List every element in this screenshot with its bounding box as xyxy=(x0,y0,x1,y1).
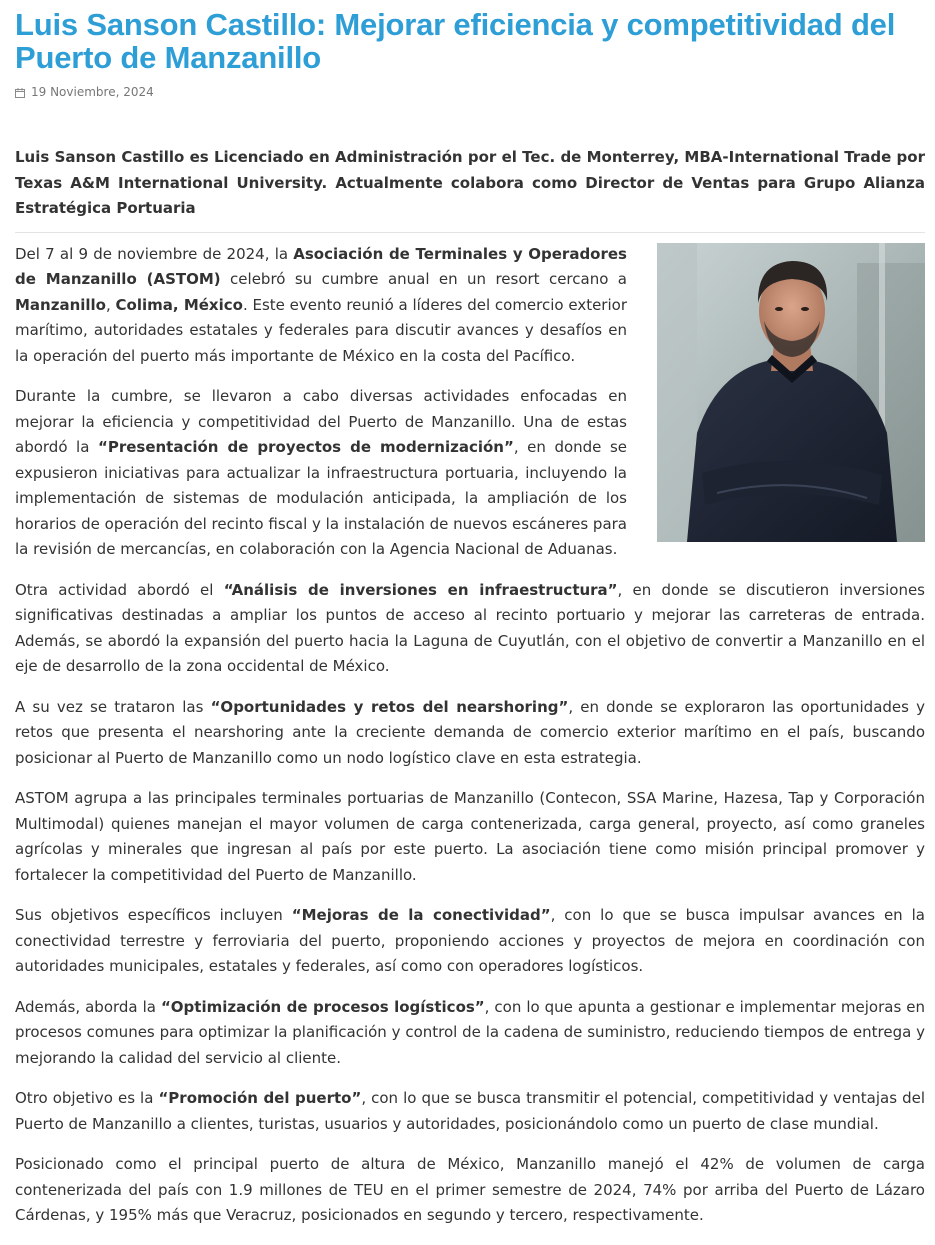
paragraph-4: A su vez se trataron las “Oportunidades y retos del nearshoring”, en donde se exploraron las oportunidades y retos que presenta el nearshoring ante la creciente demanda de comercio exterior marítimo en el país, buscando posicionar al Puerto de Manzanillo como un nodo logístico clave en esta estrategia. xyxy=(15,697,925,767)
paragraph-9: Posicionado como el principal puerto de altura de México, Manzanillo manejó el 42% de volumen de carga contenerizada del país con 1.9 millones de TEU en el primer semestre de 2024, 74% por arriba del Puerto de Lázaro Cárdenas, y 195% más que Veracruz, posicionados en segundo y tercero, respectivamente. xyxy=(15,1155,925,1224)
paragraph-3: Otra actividad abordó el “Análisis de inversiones en infraestructura”, en donde se discutieron inversiones significativas destinadas a ampliar los puntos de acceso al recinto portuario y mejorar las carreteras de entrada. Además, se abordó la expansión del puerto hacia la Laguna de Cuyutlán, con el objetivo de convertir a Manzanillo en el eje de desarrollo de la zona occidental de México. xyxy=(15,580,925,675)
paragraph-8: Otro objetivo es la “Promoción del puerto”, con lo que se busca transmitir el potencial, competitividad y ventajas del Puerto de Manzanillo a clientes, turistas, usuarios y autoridades, posicionándolo como un puerto de clase mundial. xyxy=(15,1089,925,1133)
paragraph-7: Además, aborda la “Optimización de procesos logísticos”, con lo que apunta a gestionar e implementar mejoras en procesos comunes para optimizar la planificación y control de la cadena de suministro, reduciendo tiempos de entrega y mejorando la calidad del servicio al cliente. xyxy=(15,997,925,1067)
paragraph-5: ASTOM agrupa a las principales terminales portuarias de Manzanillo (Contecon, SSA Marine, Hazesa, Tap y Corporación Multimodal) quienes manejan el mayor volumen de carga contenerizada, carga general, proyecto, así como graneles agrícolas y minerales que ingresan al país por este puerto. La asociación tiene como misión principal promover y fortalecer la competitividad del Puerto de Manzanillo. xyxy=(15,789,925,884)
paragraph-1: Del 7 al 9 de noviembre de 2024, la Asociación de Terminales y Operadores de Manzanillo (ASTOM) celebró su cumbre anual en un resort cercano a Manzanillo, Colima, México. Este evento reunió a líderes del comercio exterior marítimo, autoridades estatales y federales para discutir avances y desafíos en la operación del puerto más importante de México en la costa del Pacífico. xyxy=(15,244,627,365)
paragraph-2: Durante la cumbre, se llevaron a cabo diversas actividades enfocadas en mejorar la eficiencia y competitividad del Puerto de Manzanillo. Una de estas abordó la “Presentación de proyectos de modernización”, en donde se expusieron iniciativas para actualizar la infraestructura portuaria, incluyendo la implementación de sistemas de modulación anticipada, la ampliación de los horarios de operación del recinto fiscal y la instalación de nuevos escáneres para la revisión de mercancías, en colaboración con la Agencia Nacional de Aduanas. xyxy=(15,387,627,558)
article-title: Luis Sanson Castillo: Mejorar eficiencia y competitividad del Puerto de Manzanillo xyxy=(15,7,896,75)
article-body xyxy=(15,242,925,1229)
article-meta xyxy=(15,85,925,99)
article-lead: Luis Sanson Castillo es Licenciado en Administración por el Tec. de Monterrey, MBA-International Trade por Texas A&M International University. Actualmente colabora como Director de Ventas para Grupo Alianza Estratégica Portuaria xyxy=(15,145,925,233)
paragraph-6: Sus objetivos específicos incluyen “Mejoras de la conectividad”, con lo que se busca impulsar avances en la conectividad terrestre y ferroviaria del puerto, proponiendo acciones y proyectos de mejora en coordinación con autoridades municipales, estatales y federales, así como con operadores logísticos. xyxy=(15,906,925,975)
portrait-photo xyxy=(657,243,925,542)
article-date: 19 Noviembre, 2024 xyxy=(31,85,154,99)
calendar-icon xyxy=(15,87,25,97)
